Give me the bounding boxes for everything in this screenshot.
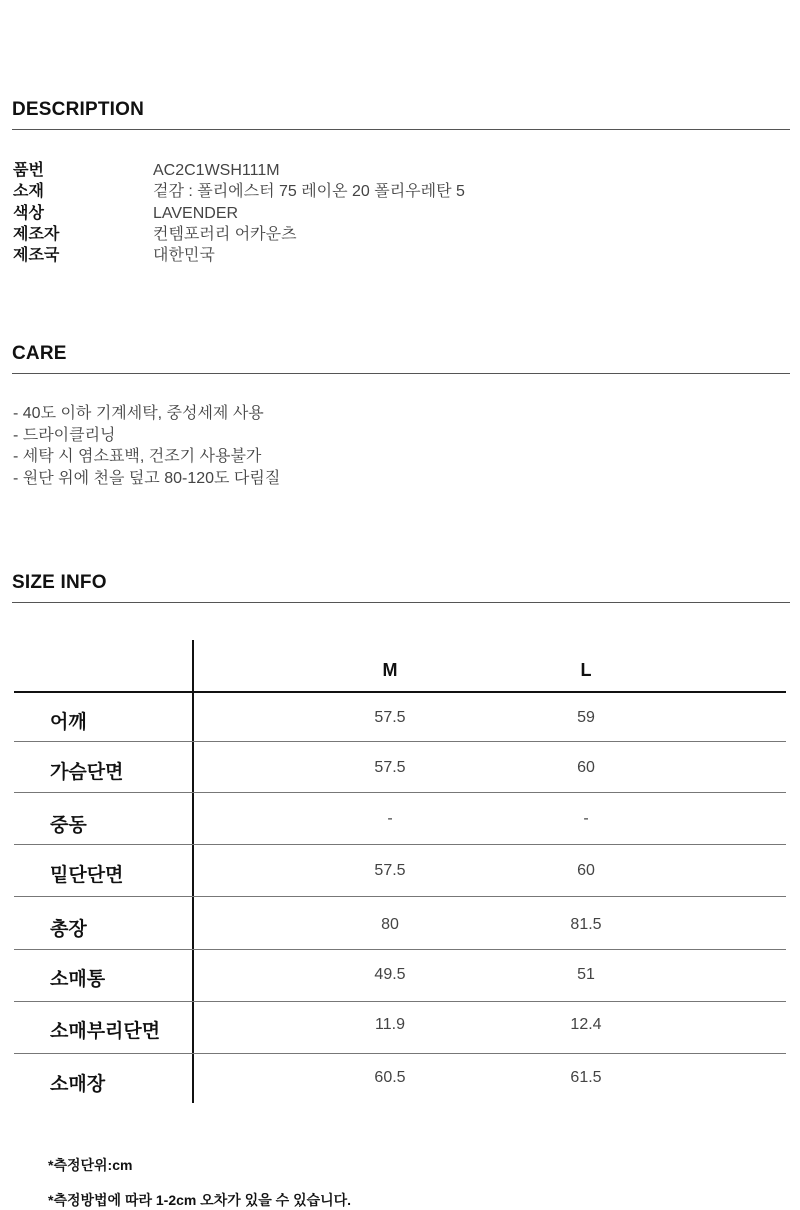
size-info-title: SIZE INFO xyxy=(12,572,107,593)
description-divider xyxy=(12,129,790,130)
size-table-header-rule xyxy=(14,691,786,693)
description-value: 겉감 : 폴리에스터 75 레이온 20 폴리우레탄 5 xyxy=(153,183,465,200)
description-key: 색상 xyxy=(13,205,44,222)
description-value: AC2C1WSH111M xyxy=(153,162,280,179)
size-measure-label: 어깨 xyxy=(50,712,87,733)
size-value-m: 57.5 xyxy=(374,862,406,879)
row-divider xyxy=(14,1001,786,1002)
care-divider xyxy=(12,373,790,374)
description-key: 품번 xyxy=(13,162,44,179)
size-value-l: 81.5 xyxy=(570,916,602,933)
size-measure-label: 밑단단면 xyxy=(50,865,124,886)
size-column-header: L xyxy=(580,660,592,680)
tolerance-note: *측정방법에 따라 1-2cm 오차가 있을 수 있습니다. xyxy=(48,1192,352,1208)
row-divider xyxy=(14,1053,786,1054)
description-value: LAVENDER xyxy=(153,205,239,222)
size-measure-label: 중동 xyxy=(50,815,87,836)
size-value-m: 57.5 xyxy=(374,709,406,726)
size-value-m: 57.5 xyxy=(374,759,406,776)
size-value-l: 51 xyxy=(577,966,595,983)
row-divider xyxy=(14,741,786,742)
size-table-label-divider xyxy=(192,640,194,1103)
size-value-m: 60.5 xyxy=(374,1069,406,1086)
description-key: 제조국 xyxy=(13,247,60,264)
size-value-m: 80 xyxy=(381,916,399,933)
row-divider xyxy=(14,792,786,793)
size-value-m: - xyxy=(387,810,393,827)
size-column-header: M xyxy=(382,660,398,680)
row-divider xyxy=(14,844,786,845)
row-divider xyxy=(14,896,786,897)
description-value: 대한민국 xyxy=(153,247,215,264)
size-value-l: 12.4 xyxy=(570,1016,602,1033)
size-value-l: 60 xyxy=(577,862,595,879)
size-value-l: 60 xyxy=(577,759,595,776)
row-divider xyxy=(14,949,786,950)
size-value-m: 49.5 xyxy=(374,966,406,983)
size-value-l: - xyxy=(583,810,589,827)
size-value-m: 11.9 xyxy=(375,1016,405,1033)
size-measure-label: 소매부리단면 xyxy=(50,1021,161,1042)
care-instruction: - 드라이클리닝 xyxy=(13,427,116,444)
unit-note: *측정단위:cm xyxy=(48,1157,133,1173)
care-instruction: - 원단 위에 천을 덮고 80-120도 다림질 xyxy=(13,470,281,487)
size-measure-label: 소매통 xyxy=(50,969,106,990)
size-value-l: 61.5 xyxy=(570,1069,602,1086)
size-measure-label: 총장 xyxy=(50,919,87,940)
description-key: 소재 xyxy=(13,183,44,200)
description-title: DESCRIPTION xyxy=(12,99,145,120)
size-info-divider xyxy=(12,602,790,603)
description-value: 컨템포러리 어카운츠 xyxy=(153,226,297,243)
care-instruction: - 세탁 시 염소표백, 건조기 사용불가 xyxy=(13,448,262,465)
care-title: CARE xyxy=(12,343,67,364)
size-value-l: 59 xyxy=(577,709,595,726)
description-key: 제조자 xyxy=(13,226,60,243)
size-measure-label: 소매장 xyxy=(50,1074,106,1095)
care-instruction: - 40도 이하 기계세탁, 중성세제 사용 xyxy=(13,405,264,422)
size-measure-label: 가슴단면 xyxy=(50,762,124,783)
